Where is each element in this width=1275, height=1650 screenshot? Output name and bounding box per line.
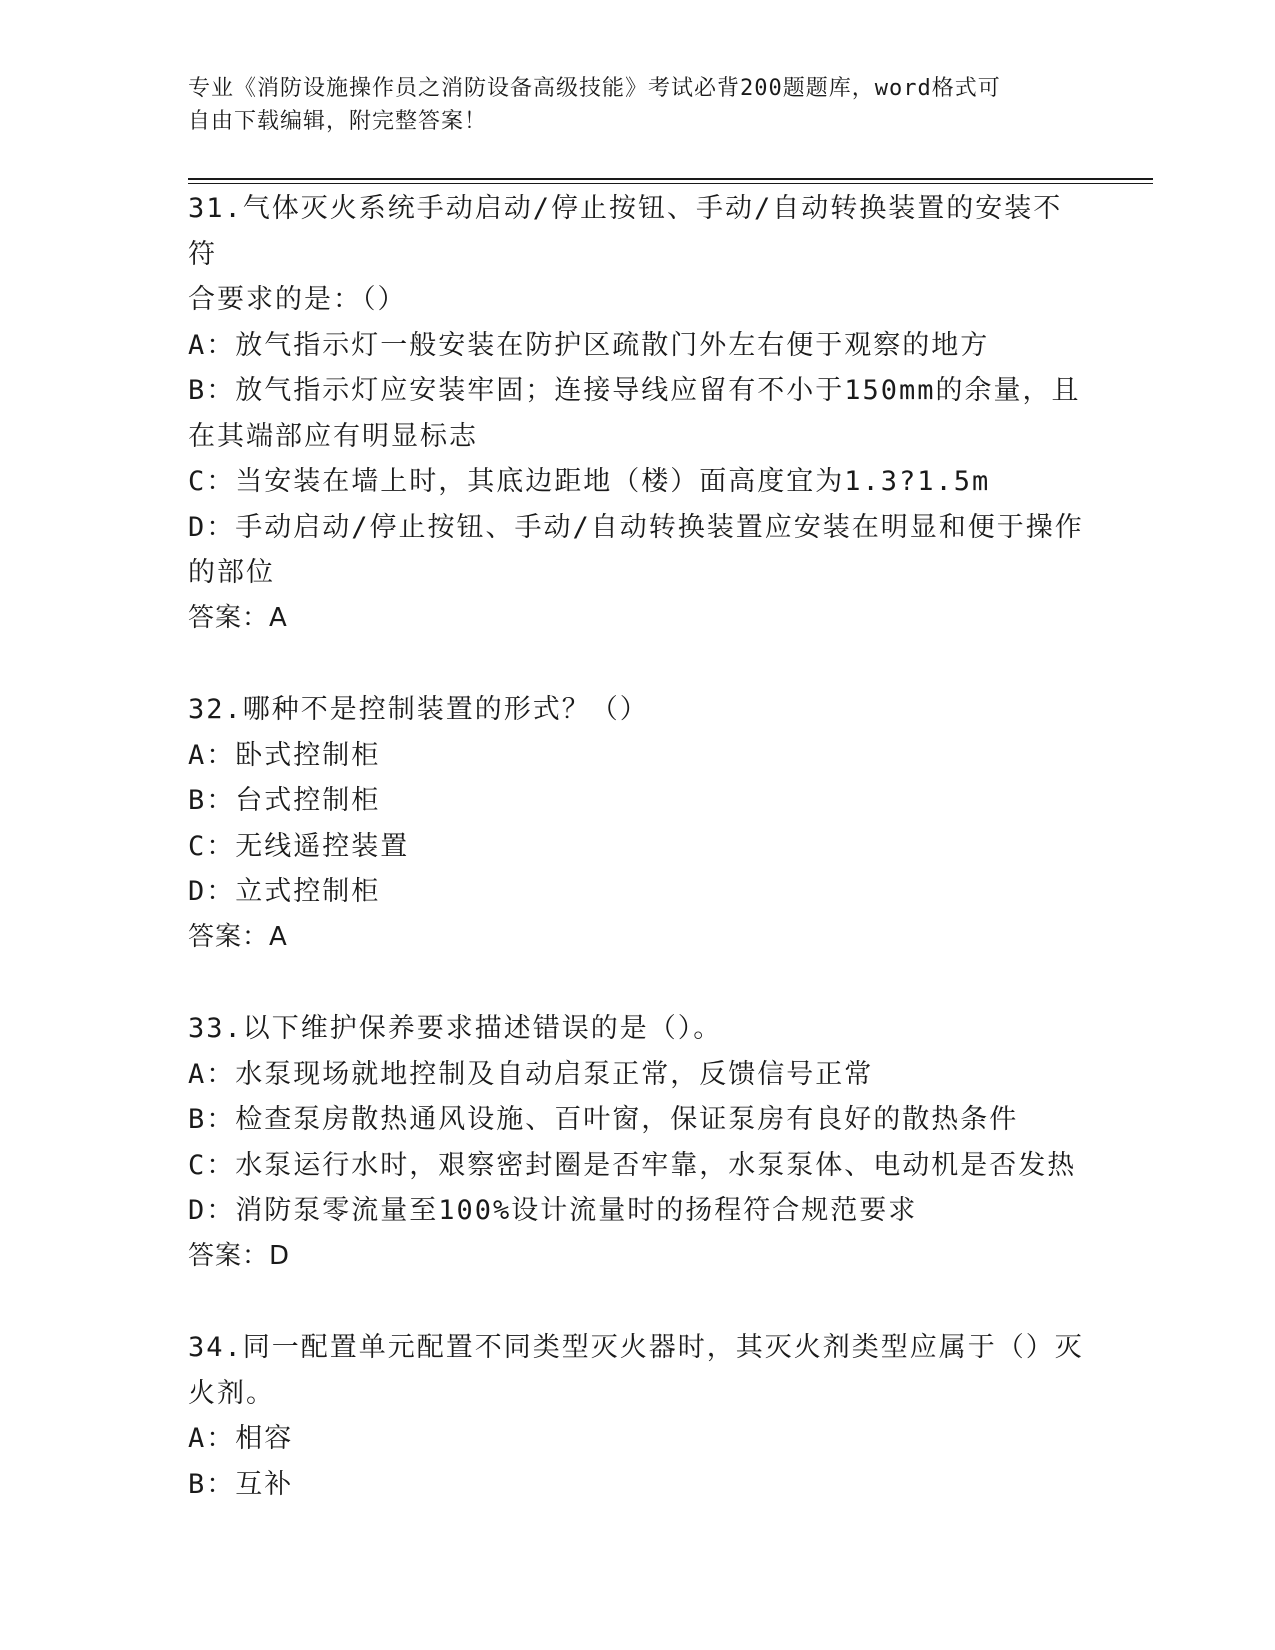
question-stem-line: 31.气体灭火系统手动启动/停止按钮、手动/自动转换装置的安装不符 — [188, 193, 1063, 270]
option-c: C：无线遥控装置 — [188, 830, 410, 862]
question-stem-line: 合要求的是：（） — [188, 284, 407, 315]
option-b: B：台式控制柜 — [188, 785, 381, 816]
question-stem-line: 32.哪种不是控制装置的形式？（） — [188, 694, 649, 725]
option-a: A：放气指示灯一般安装在防护区疏散门外左右便于观察的地方 — [188, 329, 990, 361]
option-c: C：水泵运行水时，艰察密封圈是否牢靠，水泵泵体、电动机是否发热 — [188, 1149, 1077, 1181]
option-d-continued: 的部位 — [188, 557, 275, 588]
option-b: B：放气指示灯应安装牢固；连接导线应留有不小于150mm的余量，且 — [188, 375, 1081, 406]
document-header — [188, 72, 1088, 138]
option-c: C：当安装在墙上时，其底边距地（楼）面高度宜为1.3?1.5m — [188, 466, 991, 497]
option-a: A：卧式控制柜 — [188, 739, 381, 771]
option-d: D：手动启动/停止按钮、手动/自动转换装置应安装在明显和便于操作 — [188, 511, 1084, 543]
header-line-1: 专业《消防设施操作员之消防设备高级技能》考试必背200题题库，word格式可 — [188, 76, 1001, 101]
header-divider-thin — [188, 183, 1153, 184]
question-32 — [188, 687, 1088, 960]
header-divider-thick — [188, 178, 1153, 180]
option-b: B：检查泵房散热通风设施、百叶窗，保证泵房有良好的散热条件 — [188, 1104, 1019, 1135]
question-stem-line: 33.以下维护保养要求描述错误的是（）。 — [188, 1013, 723, 1044]
question-stem-line: 火剂。 — [188, 1377, 275, 1409]
question-stem-line: 34.同一配置单元配置不同类型灭火器时，其灭火剂类型应属于（）灭 — [188, 1332, 1084, 1363]
header-line-2: 自由下载编辑，附完整答案！ — [188, 109, 488, 134]
answer-label: 答案：D — [188, 1240, 291, 1271]
option-b: B：互补 — [188, 1468, 294, 1500]
answer-label: 答案：A — [188, 602, 288, 633]
question-33 — [188, 1006, 1088, 1279]
option-b-continued: 在其端部应有明显标志 — [188, 420, 478, 452]
answer-label: 答案：A — [188, 921, 288, 952]
option-a: A：水泵现场就地控制及自动启泵正常，反馈信号正常 — [188, 1058, 874, 1090]
question-list — [188, 186, 1088, 1507]
option-a: A：相容 — [188, 1423, 294, 1454]
question-34 — [188, 1325, 1088, 1507]
option-d: D：消防泵零流量至100%设计流量时的扬程符合规范要求 — [188, 1195, 918, 1226]
question-31 — [188, 186, 1088, 641]
option-d: D：立式控制柜 — [188, 876, 381, 907]
